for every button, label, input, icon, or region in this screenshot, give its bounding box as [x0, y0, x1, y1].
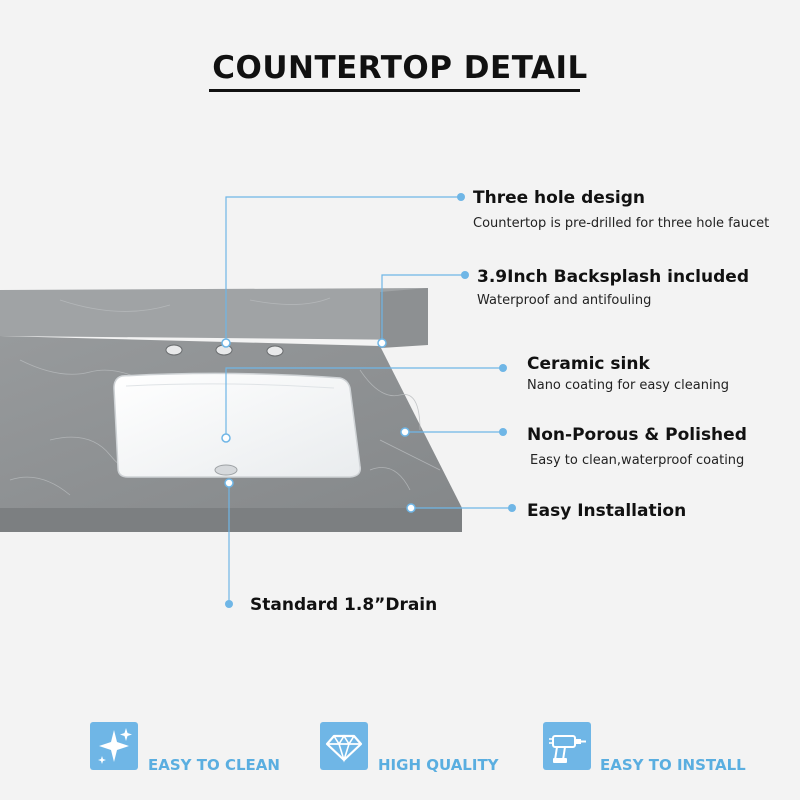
drill-icon	[543, 722, 591, 770]
badge-high-quality-label: HIGH QUALITY	[378, 756, 499, 774]
badge-easy-install-label: EASY TO INSTALL	[600, 756, 746, 774]
feature-sink-desc: Nano coating for easy cleaning	[527, 378, 730, 393]
feature-three-hole-desc: Countertop is pre-drilled for three hole faucet	[473, 216, 770, 231]
page-title: COUNTERTOP DETAIL	[212, 50, 588, 86]
faucet-hole-right	[267, 346, 283, 356]
countertop-edge	[0, 508, 462, 532]
badge-easy-clean-label: EASY TO CLEAN	[148, 756, 280, 774]
feature-backsplash-desc: Waterproof and antifouling	[477, 293, 652, 308]
feature-drain-title: Standard 1.8”Drain	[250, 595, 438, 615]
feature-backsplash-title: 3.9Inch Backsplash included	[477, 267, 749, 287]
feature-three-hole-title: Three hole design	[473, 188, 646, 208]
feature-polished-desc: Easy to clean,waterproof coating	[530, 453, 745, 468]
sink-basin	[114, 373, 360, 477]
backsplash-edge	[380, 288, 428, 348]
sparkle-icon	[90, 722, 138, 770]
faucet-hole-left	[166, 345, 182, 355]
feature-installation-title: Easy Installation	[527, 501, 687, 521]
feature-sink-title: Ceramic sink	[527, 354, 650, 374]
diamond-icon	[320, 722, 368, 770]
sink-drain	[215, 465, 237, 475]
feature-polished-title: Non-Porous & Polished	[527, 425, 747, 445]
backsplash	[0, 288, 428, 340]
